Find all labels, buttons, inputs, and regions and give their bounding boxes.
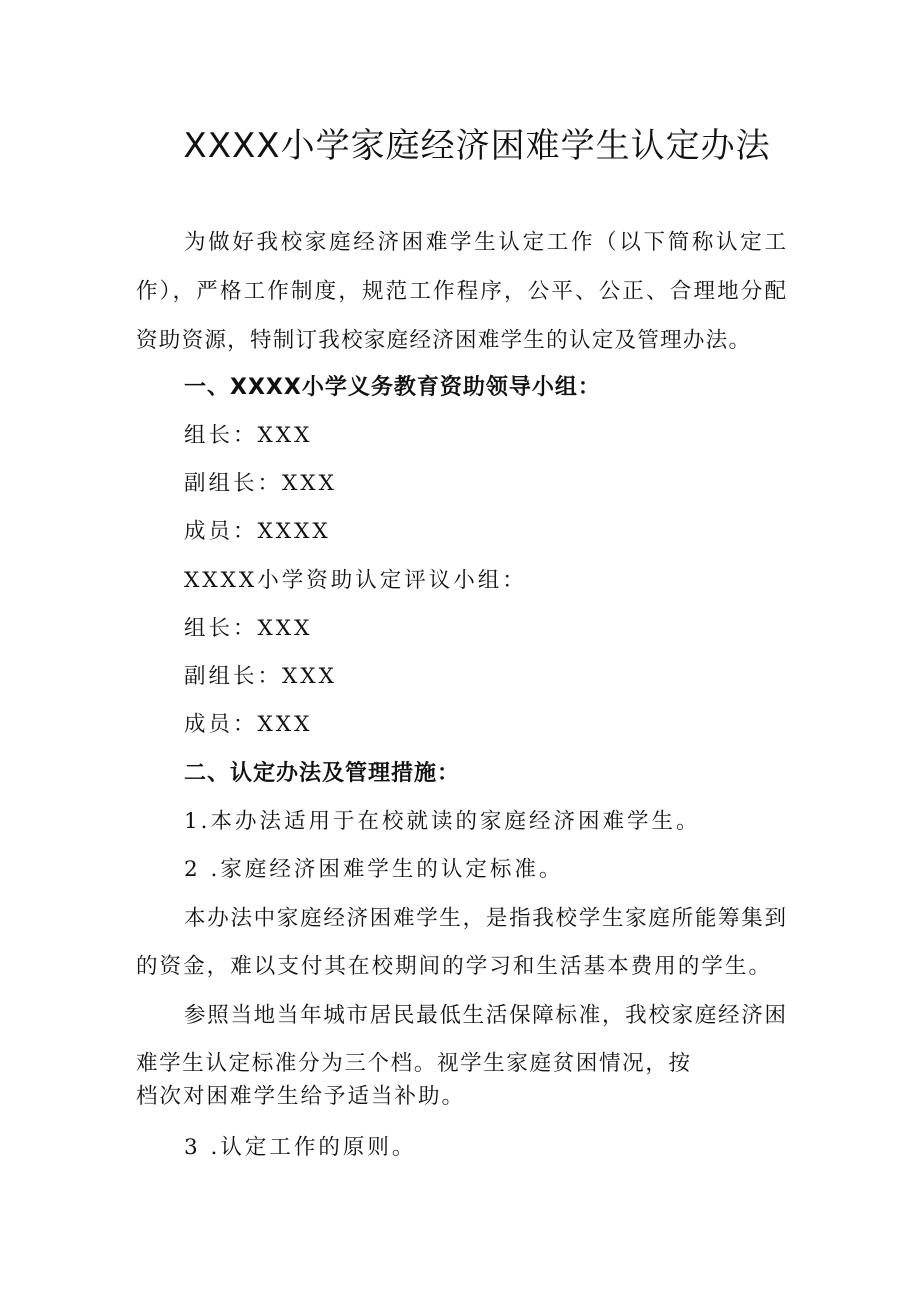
item-1: 1.本办法适用于在校就读的家庭经济困难学生。 (184, 809, 701, 834)
leader-line: 组长：XXX (184, 423, 313, 448)
intro-line-2: 作），严格工作制度，规范工作程序，公平、公正、合理地分配 (136, 279, 786, 304)
document-title: XXXX小学家庭经济困难学生认定办法 (183, 126, 771, 166)
paragraph-2-line-2: 难学生认定标准分为三个档。视学生家庭贫困情况，按 (136, 1051, 690, 1076)
deputy-leader-line: 副组长：XXX (184, 471, 337, 496)
subgroup-title: XXXX小学资助认定评议小组： (184, 568, 527, 593)
paragraph-1-line-2: 的资金，难以支付其在校期间的学习和生活基本费用的学生。 (136, 954, 770, 979)
item-3: 3 .认定工作的原则。 (184, 1135, 417, 1160)
section-2-heading: 二、认定办法及管理措施： (184, 761, 461, 786)
members-line: 成员：XXXX (184, 519, 331, 544)
intro-line-3: 资助资源，特制订我校家庭经济困难学生的认定及管理办法。 (136, 328, 750, 353)
sub-leader-line: 组长：XXX (184, 616, 313, 641)
item-2: 2 .家庭经济困难学生的认定标准。 (184, 857, 564, 882)
paragraph-2-line-1: 参照当地当年城市居民最低生活保障标准，我校家庭经济困 (184, 1003, 786, 1028)
intro-line-1: 为做好我校家庭经济困难学生认定工作（以下简称认定工 (184, 230, 786, 255)
section-1-heading: 一、XXXX小学义务教育资助领导小组： (184, 375, 601, 400)
paragraph-1-line-1: 本办法中家庭经济困难学生，是指我校学生家庭所能筹集到 (184, 906, 786, 931)
sub-members-line: 成员：XXX (184, 712, 313, 737)
sub-deputy-leader-line: 副组长：XXX (184, 664, 337, 689)
paragraph-2-line-3: 档次对困难学生给予适当补助。 (136, 1084, 466, 1109)
